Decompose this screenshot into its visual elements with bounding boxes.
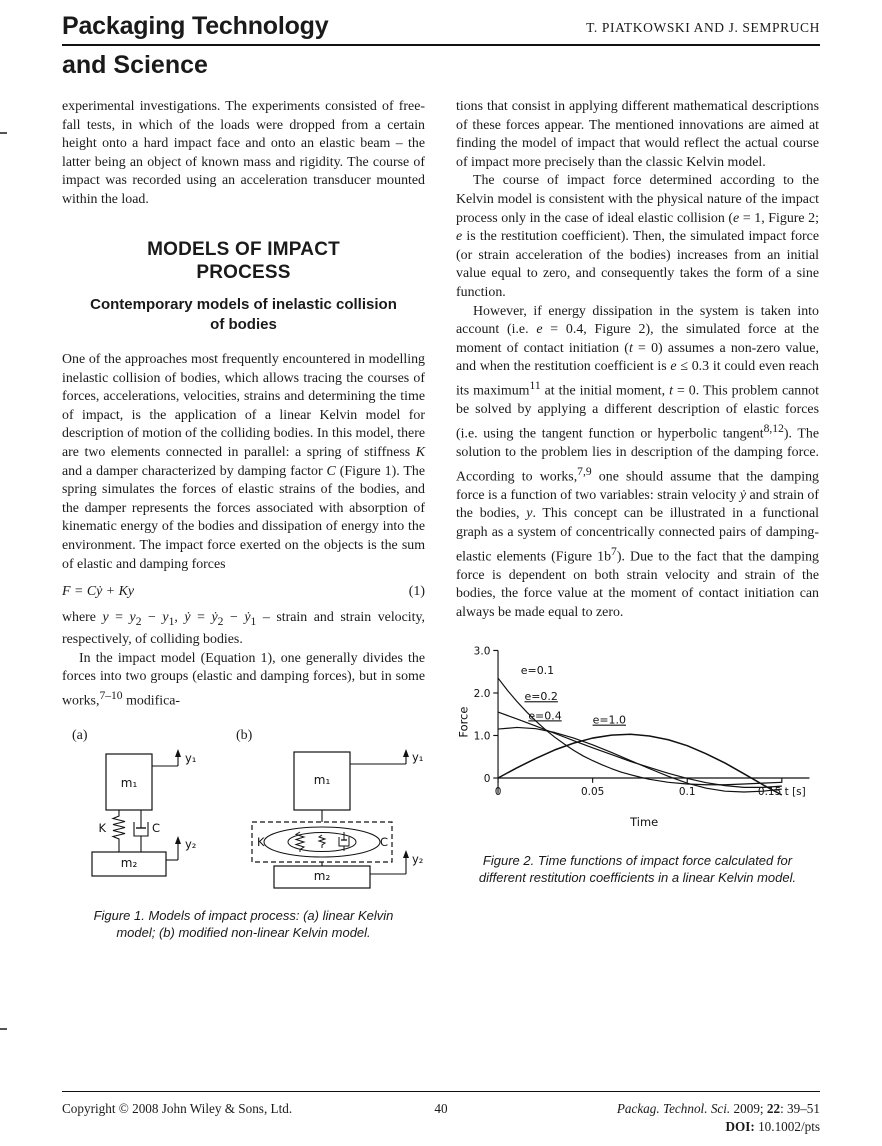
figure2-caption: Figure 2. Time functions of impact force calculated for different restitution coefficients in a linear Kelvin model. bbox=[478, 852, 797, 885]
spring-symbol-small bbox=[319, 835, 325, 848]
series-label: e=0.1 bbox=[520, 663, 555, 677]
stiffness-label: K bbox=[98, 820, 106, 835]
equation-number: (1) bbox=[408, 584, 425, 600]
left-column bbox=[62, 98, 425, 941]
page-number: 40 bbox=[434, 1101, 448, 1116]
x-axis-title: Time bbox=[630, 814, 659, 829]
subsection-heading: Contemporary models of inelastic collision of bodies bbox=[90, 296, 397, 333]
section-heading: MODELS OF IMPACT PROCESS bbox=[147, 238, 340, 284]
svg-text:3.0: 3.0 bbox=[473, 644, 491, 657]
damping-label: C bbox=[152, 820, 161, 835]
crop-mark bbox=[0, 132, 7, 134]
figure2-chart bbox=[456, 639, 819, 835]
svg-text:0.05: 0.05 bbox=[580, 785, 605, 798]
svg-text:2.0: 2.0 bbox=[473, 687, 491, 700]
paragraph: where $y = y_2 - y_1$, ẏ = ẏ$_2$ − ẏ$_1$ – strain and strain velocity, respectively, of colliding bodies. bbox=[62, 609, 426, 648]
equation bbox=[62, 583, 425, 602]
crop-mark bbox=[0, 1028, 7, 1030]
mass2-label: m₂ bbox=[313, 868, 331, 883]
series-label: e=0.4 bbox=[528, 708, 562, 722]
figure1b-diagram bbox=[236, 748, 426, 896]
figure1b-label: (b) bbox=[236, 728, 253, 744]
doi: DOI: 10.1002/pts bbox=[725, 1118, 820, 1134]
paragraph: tions that consist in applying different mathematical descriptions of these forces appear. The mentioned innovations are aimed at finding the model of impact that would reflect the actual course of impact more precisely than the classic Kelvin model. bbox=[456, 99, 819, 170]
y-axis-title: Force bbox=[456, 706, 471, 738]
mass2-label: m₂ bbox=[120, 855, 138, 870]
figure1a-diagram bbox=[72, 748, 212, 888]
journal-title-line2: and Science bbox=[62, 51, 208, 79]
page-footer bbox=[62, 1091, 820, 1136]
svg-text:0.15 t [s]: 0.15 t [s] bbox=[757, 785, 806, 798]
y1-label: y₁ bbox=[412, 749, 424, 764]
figure1b bbox=[236, 727, 426, 896]
citation-block bbox=[448, 1100, 820, 1136]
svg-text:1.0: 1.0 bbox=[473, 729, 491, 742]
y1-label: y₁ bbox=[185, 750, 197, 765]
paragraph: In the impact model (Equation 1), one generally divides the forces into two groups (elastic and damping forces), but in some works,$^{7-10}$ modifica- bbox=[62, 650, 425, 709]
copyright-notice: Copyright © 2008 John Wiley & Sons, Ltd. bbox=[62, 1101, 293, 1116]
paragraph: One of the approaches most frequently encountered in modelling inelastic collision of bodies, which allows tracing the courses of forces, accelerations, velocities, strains and determining the time of impact, is the application of a linear Kelvin model for description of motion of the colliding bodies. In this model, there are two elements connected in parallel: a spring of stiffness K and a damper characterized by damping factor C (Figure 1). The spring simulates the forces of elastic strains of the bodies, and the damper represents the forces associated with absorption of kinematic energy of the bodies and dissipation of energy into the environment. The impact force exerted on the objects is the sum of elastic and damping forces bbox=[62, 352, 425, 572]
spring-symbol bbox=[113, 810, 125, 852]
page-header bbox=[0, 0, 882, 78]
figure1a-label: (a) bbox=[72, 728, 88, 744]
figure1-caption: Figure 1. Models of impact process: (a) linear Kelvin model; (b) modified non-linear Kelvin model. bbox=[93, 907, 394, 940]
stiffness-label: K bbox=[257, 834, 265, 849]
two-column-body bbox=[0, 98, 882, 941]
y2-label: y₂ bbox=[412, 851, 424, 866]
damping-label: C bbox=[379, 834, 388, 849]
right-column bbox=[456, 98, 819, 941]
paragraph: The course of impact force determined according to the Kelvin model is consistent with the physical nature of the impact process only in the case of ideal elastic collision (e = 1, Figure 2; e is the restitution coefficient). Then, the simulated impact force (or strain acceleration of the bodies) increases from an initial value equal to zero, and consequently takes the form of a sine function. bbox=[456, 173, 819, 300]
mass1-label: m₁ bbox=[313, 772, 331, 787]
paragraph: However, if energy dissipation in the system is taken into account (i.e. e = 0.4, Figure 2), the simulated force at the moment of contact initiation (t = 0) assumes a non-zero value, and when the restitution coefficient is e ≤ 0.3 it could even reach its maximum$^{11}$ at the initial moment, t = 0. This problem cannot be solved by applying a different description of elastic forces (i.e. using the tangent function or hyperbolic tangent$^{8,12}$). The solution to the problem lies in description of the damping force. According to works,$^{7,9}$ one should assume that the damping force is a function of two variables: strain velocity ẏ and strain of the bodies, y. This concept can be illustrated in a functional graph as a system of concentrically connected pairs of damping-elastic elements (Figure $1b^7$). Due to the fact that the damping force is dependent on both strain velocity and strain of the bodies, the force value at the moment of contact initiation can always be made equal to zero. bbox=[456, 303, 820, 620]
figure2 bbox=[456, 639, 819, 886]
series-label: e=0.2 bbox=[524, 689, 558, 703]
mass1-label: m₁ bbox=[120, 775, 138, 790]
svg-text:0.1: 0.1 bbox=[678, 785, 696, 798]
journal-reference: Packag. Technol. Sci. 2009; 22: 39–51 bbox=[616, 1101, 820, 1116]
running-head-authors: T. PIATKOWSKI AND J. SEMPRUCH bbox=[586, 20, 820, 35]
series-label: e=1.0 bbox=[592, 713, 626, 727]
svg-text:0: 0 bbox=[494, 785, 502, 798]
figure1 bbox=[62, 727, 425, 941]
journal-title-line1: Packaging Technology bbox=[62, 12, 329, 40]
equation-body: F = Cẏ + Ky bbox=[62, 584, 135, 600]
figure1a bbox=[72, 727, 212, 896]
y2-label: y₂ bbox=[185, 836, 197, 851]
svg-text:0: 0 bbox=[483, 772, 491, 785]
paragraph: experimental investigations. The experiments consisted of free-fall tests, in which of the loads were dropped from a certain height onto a hard impact face and onto an elastic beam – the latter being an object of known mass and rigidity. The course of impact was recorded using an acceleration transducer mounted within the load. bbox=[62, 99, 425, 207]
